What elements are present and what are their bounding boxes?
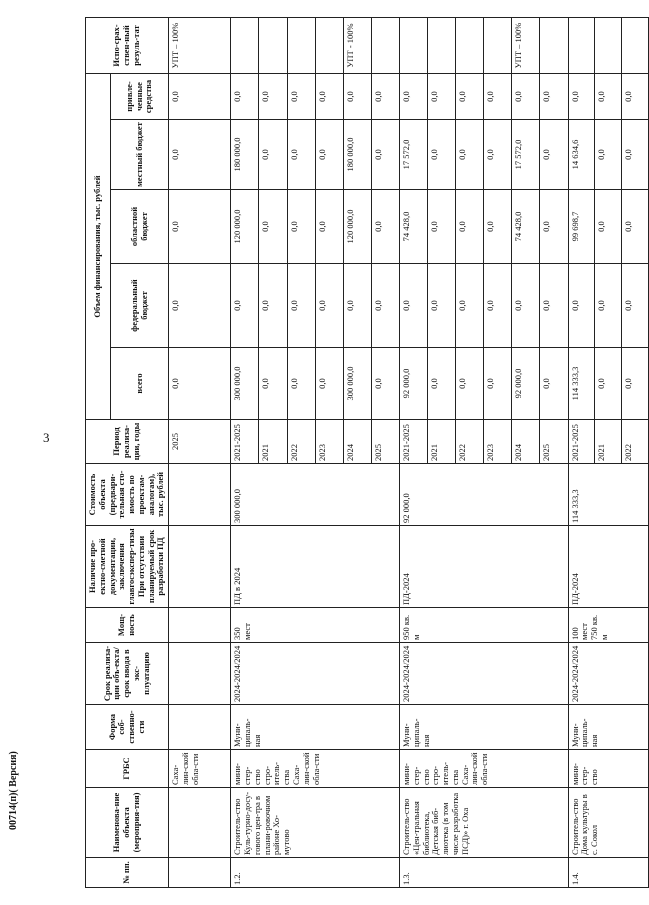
cell-local: 0,0 xyxy=(428,120,456,190)
cell-total: 114 333,3 xyxy=(568,348,595,420)
header-regional: областной бюджет xyxy=(111,190,169,264)
cell-federal: 0,0 xyxy=(622,264,649,348)
header-num: № пп. xyxy=(86,858,169,888)
header-grbs: ГРБС xyxy=(86,750,169,788)
cell-total: 0,0 xyxy=(540,348,568,420)
cell-local: 17 572,0 xyxy=(512,120,540,190)
table-row xyxy=(231,18,259,888)
cell-period: 2023 xyxy=(315,420,343,464)
cell-period: 2025 xyxy=(169,420,231,464)
cell-total: 92 000,0 xyxy=(399,348,427,420)
cell-grbs: мини-стер-ство xyxy=(568,750,648,788)
cell-local: 0,0 xyxy=(540,120,568,190)
cell-executor xyxy=(259,18,287,74)
cell-federal: 0,0 xyxy=(343,264,371,348)
cell-period: 2025 xyxy=(371,420,399,464)
cell-federal: 0,0 xyxy=(484,264,512,348)
cell-total: 0,0 xyxy=(169,348,231,420)
cell-period: 2022 xyxy=(622,420,649,464)
cell-term xyxy=(169,643,231,705)
cell-name xyxy=(169,788,231,858)
header-attracted: привле-ченные средства xyxy=(111,74,169,120)
cell-term: 2024-2024/2024 xyxy=(399,643,568,705)
cell-total: 0,0 xyxy=(622,348,649,420)
cell-cost: 114 333,3 xyxy=(568,464,648,526)
cell-regional: 74 428,0 xyxy=(399,190,427,264)
cell-federal: 0,0 xyxy=(512,264,540,348)
header-period: Период реализа-ции, годы xyxy=(86,420,169,464)
cell-period: 2024 xyxy=(512,420,540,464)
cell-regional: 0,0 xyxy=(371,190,399,264)
cell-attracted: 0,0 xyxy=(512,74,540,120)
rotated-table-container xyxy=(85,18,634,888)
cell-federal: 0,0 xyxy=(287,264,315,348)
cell-period: 2021-2025 xyxy=(231,420,259,464)
cell-period: 2023 xyxy=(484,420,512,464)
cell-total: 0,0 xyxy=(287,348,315,420)
cell-federal: 0,0 xyxy=(540,264,568,348)
cell-total: 0,0 xyxy=(428,348,456,420)
table-row xyxy=(568,18,595,888)
cell-psd: ПД в 2024 xyxy=(231,526,400,608)
cell-local: 0,0 xyxy=(456,120,484,190)
cell-federal: 0,0 xyxy=(456,264,484,348)
cell-local: 0,0 xyxy=(287,120,315,190)
cell-attracted: 0,0 xyxy=(399,74,427,120)
cell-period: 2021-2025 xyxy=(568,420,595,464)
header-term: Срок реализа-ции объ-екта/срок ввода в экс-плуатацию xyxy=(86,643,169,705)
cell-total: 0,0 xyxy=(595,348,622,420)
cell-regional: 0,0 xyxy=(169,190,231,264)
header-local: местный бюджет xyxy=(111,120,169,190)
cell-regional: 0,0 xyxy=(456,190,484,264)
cell-regional: 0,0 xyxy=(484,190,512,264)
cell-executor xyxy=(456,18,484,74)
cell-total: 0,0 xyxy=(456,348,484,420)
cell-attracted: 0,0 xyxy=(231,74,259,120)
cell-local: 0,0 xyxy=(169,120,231,190)
cell-period: 2025 xyxy=(540,420,568,464)
cell-period: 2022 xyxy=(456,420,484,464)
cell-num: 1.3. xyxy=(399,858,568,888)
cell-attracted: 0,0 xyxy=(315,74,343,120)
cell-grbs: мини-стер-ство стро-итель-ства Саха-лин-ской обла-сти xyxy=(399,750,568,788)
cell-regional: 120 000,0 xyxy=(343,190,371,264)
cell-executor xyxy=(568,18,595,74)
cell-num: 1.4. xyxy=(568,858,648,888)
header-executor: Испо-срах-ствен-ный резуль-тат xyxy=(86,18,169,74)
cell-federal: 0,0 xyxy=(428,264,456,348)
cell-period: 2021 xyxy=(428,420,456,464)
cell-federal: 0,0 xyxy=(259,264,287,348)
cell-local: 0,0 xyxy=(484,120,512,190)
cell-attracted: 0,0 xyxy=(343,74,371,120)
header-ownership: Форма соб-ственно-сти xyxy=(86,705,169,750)
cell-name: Строитель-ство Дома культуры в с. Сокол xyxy=(568,788,648,858)
cell-local: 0,0 xyxy=(259,120,287,190)
cell-capacity: 950 кв. м xyxy=(399,608,568,643)
header-total: всего xyxy=(111,348,169,420)
cell-psd xyxy=(169,526,231,608)
header-name: Наименова-ние объекта (мероприя-тия) xyxy=(86,788,169,858)
cell-attracted: 0,0 xyxy=(259,74,287,120)
cell-regional: 0,0 xyxy=(259,190,287,264)
cell-attracted: 0,0 xyxy=(428,74,456,120)
cell-local: 14 634,6 xyxy=(568,120,595,190)
cell-total: 300 000,0 xyxy=(231,348,259,420)
header-federal: федеральный бюджет xyxy=(111,264,169,348)
cell-period: 2022 xyxy=(287,420,315,464)
cell-name: Строитель-ство «Цен-тральная библиотека, Детская биб-лиотека (в том числе разработка ПСД)» г. Оха xyxy=(399,788,568,858)
cell-attracted: 0,0 xyxy=(595,74,622,120)
cell-total: 0,0 xyxy=(259,348,287,420)
cell-num xyxy=(169,858,231,888)
cell-attracted: 0,0 xyxy=(484,74,512,120)
cell-ownership: Муни-ципаль-ная xyxy=(231,705,400,750)
cell-attracted: 0,0 xyxy=(568,74,595,120)
cell-attracted: 0,0 xyxy=(622,74,649,120)
cell-name: Строитель-ство Куль-турно-досу-гового цен-тра в плани-ровочном районе Хо-мутово xyxy=(231,788,400,858)
cell-regional: 0,0 xyxy=(540,190,568,264)
header-funding: Объем финансирования, тыс. рублей xyxy=(86,74,111,420)
cell-executor xyxy=(399,18,427,74)
cell-psd: ПД-2024 xyxy=(399,526,568,608)
cell-regional: 0,0 xyxy=(595,190,622,264)
cell-attracted: 0,0 xyxy=(287,74,315,120)
cell-attracted: 0,0 xyxy=(169,74,231,120)
cell-total: 0,0 xyxy=(315,348,343,420)
cell-total: 0,0 xyxy=(371,348,399,420)
cell-capacity: 100 мест 750 кв. м xyxy=(568,608,648,643)
cell-term: 2024-2024/2024 xyxy=(231,643,400,705)
cell-executor xyxy=(371,18,399,74)
cell-cost: 300 000,0 xyxy=(231,464,400,526)
cell-attracted: 0,0 xyxy=(540,74,568,120)
cell-ownership: Муни-ципаль-ная xyxy=(568,705,648,750)
funding-table xyxy=(85,17,649,888)
cell-executor xyxy=(595,18,622,74)
cell-attracted: 0,0 xyxy=(456,74,484,120)
cell-executor xyxy=(315,18,343,74)
cell-total: 92 000,0 xyxy=(512,348,540,420)
cell-local: 17 572,0 xyxy=(399,120,427,190)
cell-executor: УПТ – 100% xyxy=(169,18,231,74)
cell-executor xyxy=(622,18,649,74)
cell-executor xyxy=(287,18,315,74)
cell-grbs: Саха-лин-ской обла-сти xyxy=(169,750,231,788)
cell-local: 0,0 xyxy=(315,120,343,190)
cell-federal: 0,0 xyxy=(595,264,622,348)
page-number: 3 xyxy=(43,430,50,445)
cell-capacity: 350 мест xyxy=(231,608,400,643)
cell-regional: 0,0 xyxy=(622,190,649,264)
cell-period: 2021 xyxy=(595,420,622,464)
cell-regional: 0,0 xyxy=(315,190,343,264)
cell-local: 0,0 xyxy=(622,120,649,190)
cell-attracted: 0,0 xyxy=(371,74,399,120)
cell-period: 2021-2025 xyxy=(399,420,427,464)
cell-local: 0,0 xyxy=(595,120,622,190)
cell-federal: 0,0 xyxy=(399,264,427,348)
cell-regional: 99 698,7 xyxy=(568,190,595,264)
cell-ownership xyxy=(169,705,231,750)
cell-regional: 0,0 xyxy=(287,190,315,264)
cell-federal: 0,0 xyxy=(169,264,231,348)
cell-executor xyxy=(231,18,259,74)
cell-federal: 0,0 xyxy=(315,264,343,348)
cell-federal: 0,0 xyxy=(568,264,595,348)
cell-term: 2024-2024/2024 xyxy=(568,643,648,705)
cell-psd: ПД-2024 xyxy=(568,526,648,608)
cell-executor xyxy=(484,18,512,74)
header-psd: Наличие про-ектно-сметной документации, заключения главгосэкспер-тизы При отсутствии планируемый срок разработки ПД xyxy=(86,526,169,608)
table-row xyxy=(399,18,427,888)
cell-ownership: Муни-ципаль-ная xyxy=(399,705,568,750)
cell-regional: 74 428,0 xyxy=(512,190,540,264)
cell-federal: 0,0 xyxy=(371,264,399,348)
cell-local: 180 000,0 xyxy=(343,120,371,190)
header-cost: Стоимость объекта (предвари-тельная сто-имость по проектам-аналогам), тыс. рублей xyxy=(86,464,169,526)
cell-cost xyxy=(169,464,231,526)
cell-period: 2024 xyxy=(343,420,371,464)
table-row xyxy=(169,18,231,888)
cell-federal: 0,0 xyxy=(231,264,259,348)
cell-executor xyxy=(428,18,456,74)
document-footer: 00714(п)( Версия) xyxy=(8,751,19,830)
cell-period: 2021 xyxy=(259,420,287,464)
cell-executor: УПТ - 100% xyxy=(343,18,371,74)
cell-executor xyxy=(540,18,568,74)
cell-executor: УПТ – 100% xyxy=(512,18,540,74)
header-capacity: Мощ-ность xyxy=(86,608,169,643)
cell-total: 300 000,0 xyxy=(343,348,371,420)
cell-num: 1.2. xyxy=(231,858,400,888)
cell-capacity xyxy=(169,608,231,643)
cell-local: 180 000,0 xyxy=(231,120,259,190)
cell-total: 0,0 xyxy=(484,348,512,420)
cell-grbs: мини-стер-ство стро-итель-ства Саха-лин-ской обла-сти xyxy=(231,750,400,788)
cell-local: 0,0 xyxy=(371,120,399,190)
cell-regional: 120 000,0 xyxy=(231,190,259,264)
cell-regional: 0,0 xyxy=(428,190,456,264)
cell-cost: 92 000,0 xyxy=(399,464,568,526)
